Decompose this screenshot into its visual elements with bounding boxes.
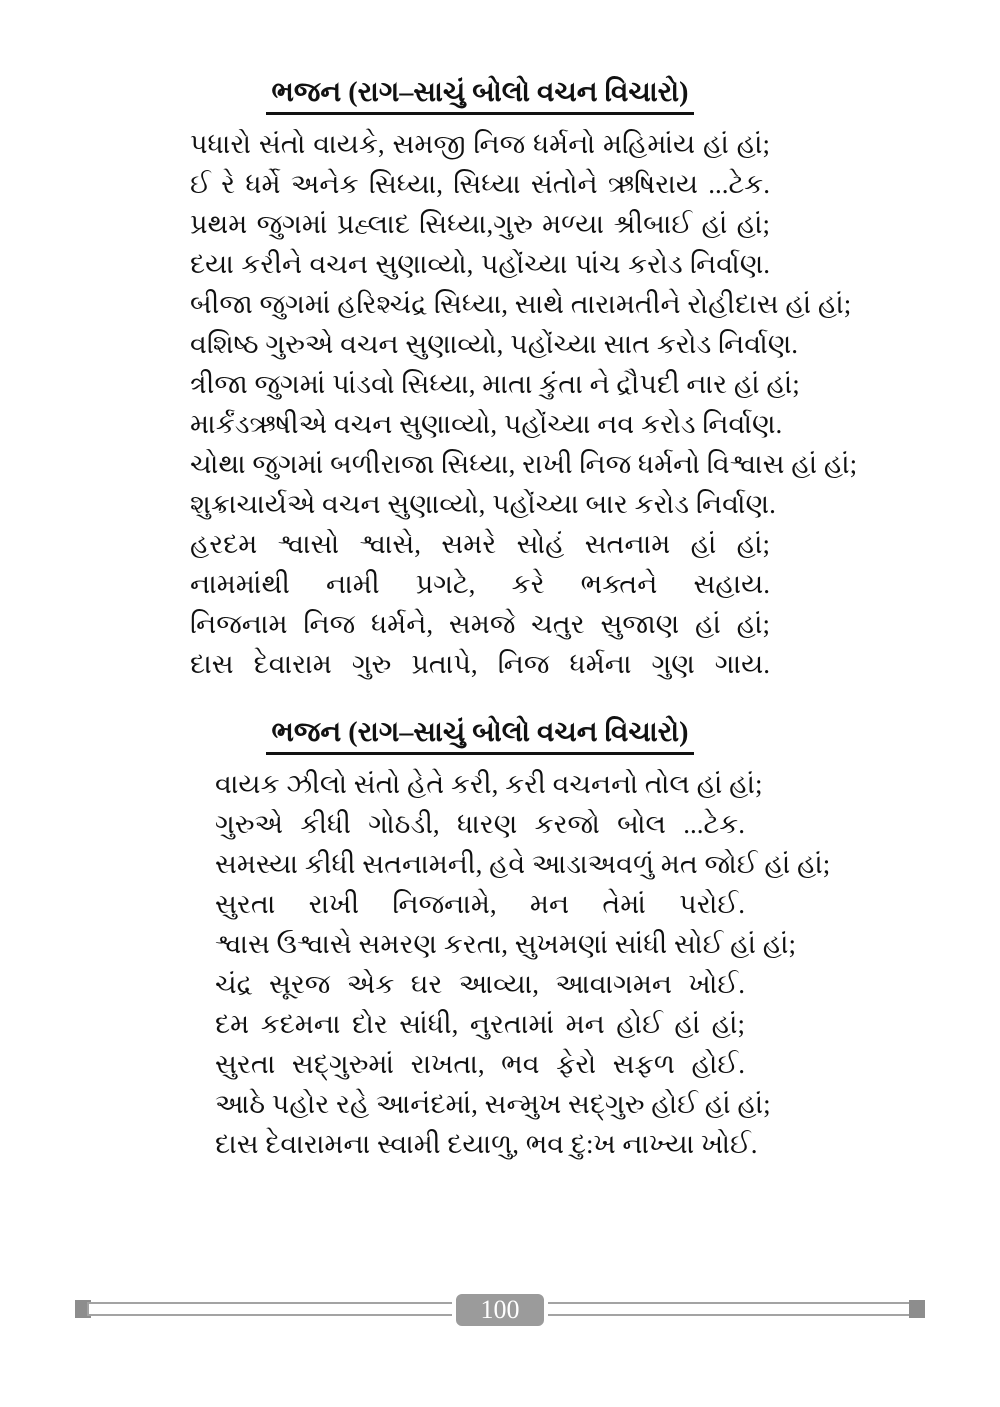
verse-line: શુક્રાચાર્યએ વચન સુણાવ્યો, પહોંચ્યા બાર કરોડ નિર્વાણ. [190, 489, 776, 519]
verse-line: સુરતા રાખી નિજનામે, મન તેમાં પરોઈ. [215, 889, 745, 919]
section-2-title-row [215, 716, 745, 755]
page-number-badge: 100 [452, 1290, 548, 1330]
verse-line: સમસ્યા કીધી સતનામની, હવે આડાઅવળું મત જોઈ હાં હાં; [215, 849, 831, 879]
verse-line: હરદમ શ્વાસો શ્વાસે, સમરે સોહં સતનામ હાં હાં; [190, 529, 770, 559]
section-1-title-row [190, 76, 770, 115]
verse-line: વશિષ્ઠ ગુરુએ વચન સુણાવ્યો, પહોંચ્યા સાત કરોડ નિર્વાણ. [190, 329, 799, 359]
verse-line: માર્કંડઋષીએ વચન સુણાવ્યો, પહોંચ્યા નવ કરોડ નિર્વાણ. [190, 409, 783, 439]
verse-line: દમ કદમના દોર સાંધી, નુરતામાં મન હોઈ હાં હાં; [215, 1009, 745, 1039]
verse-line: દયા કરીને વચન સુણાવ્યો, પહોંચ્યા પાંચ કરોડ નિર્વાણ. [190, 249, 770, 279]
bhajan-section-2 [215, 716, 831, 1164]
verse-line: નિજનામ નિજ ધર્મને, સમજે ચતુર સુજાણ હાં હાં; [190, 609, 770, 639]
verse-line: ત્રીજા જુગમાં પાંડવો સિધ્યા, માતા કુંતા ને દ્રૌપદી નાર હાં હાં; [190, 369, 800, 399]
verse-line: આઠે પહોર રહે આનંદમાં, સન્મુખ સદ્ગુરુ હોઈ હાં હાં; [215, 1089, 771, 1119]
verse-line: દાસ દેવારામના સ્વામી દયાળુ, ભવ દુ:ખ નાખ્યા ખોઈ. [215, 1129, 758, 1159]
verse-line: ચોથા જુગમાં બળીરાજા સિધ્યા, રાખી નિજ ધર્મનો વિશ્વાસ હાં હાં; [190, 449, 858, 479]
verse-line: વાયક ઝીલો સંતો હેતે કરી, કરી વચનનો તોલ હાં હાં; [215, 769, 763, 799]
verse-line: નામમાંથી નામી પ્રગટે, કરે ભક્તને સહાય. [190, 569, 770, 599]
section-1-title: ભજન (રાગ–સાચું બોલો વચન વિચારો) [266, 76, 695, 115]
verse-line: સુરતા સદ્ગુરુમાં રાખતા, ભવ ફેરો સફળ હોઈ. [215, 1049, 745, 1079]
verse-line: બીજા જુગમાં હરિશ્ચંદ્ર સિધ્યા, સાથે તારામતીને રોહીદાસ હાં હાં; [190, 289, 852, 319]
verse-line: ઈ રે ધર્મે અનેક સિધ્યા, સિધ્યા સંતોને ઋષિરાય ...ટેક. [190, 169, 770, 199]
section-2-title: ભજન (રાગ–સાચું બોલો વચન વિચારો) [266, 716, 695, 755]
verse-line: પ્રથમ જુગમાં પ્રહ્લાદ સિધ્યા,ગુરુ મળ્યા શ્રીબાઈ હાં હાં; [190, 209, 770, 239]
footer-endcap-right [909, 1300, 925, 1318]
verse-line: દાસ દેવારામ ગુરુ પ્રતાપે, નિજ ધર્મના ગુણ ગાય. [190, 649, 770, 679]
bhajan-section-1 [190, 76, 858, 684]
page-footer [75, 1290, 925, 1330]
verse-line: ચંદ્ર સૂરજ એક ઘર આવ્યા, આવાગમન ખોઈ. [215, 969, 745, 999]
verse-line: ગુરુએ કીધી ગોઠડી, ધારણ કરજો બોલ ...ટેક. [215, 809, 745, 839]
verse-line: પધારો સંતો વાયકે, સમજી નિજ ધર્મનો મહિમાંય હાં હાં; [190, 129, 770, 159]
verse-line: શ્વાસ ઉશ્વાસે સમરણ કરતા, સુખમણાં સાંધી સોઈ હાં હાં; [215, 929, 797, 959]
